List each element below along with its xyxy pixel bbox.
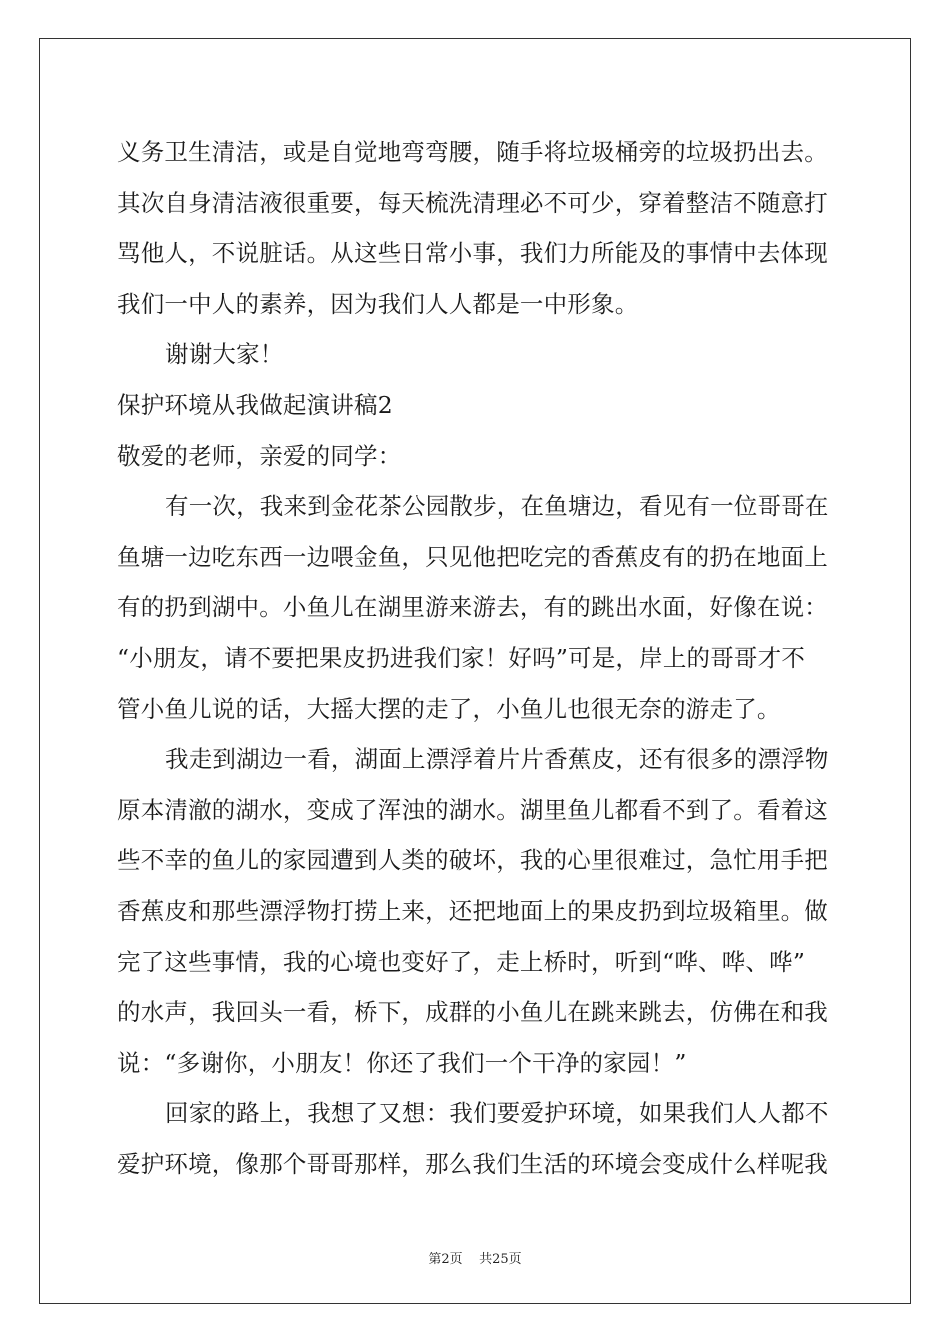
- text-line: 鱼塘一边吃东西一边喂金鱼，只见他把吃完的香蕉皮有的扔在地面上: [117, 542, 828, 571]
- text-line: 保护环境从我做起演讲稿2: [117, 390, 393, 419]
- text-line: 爱护环境，像那个哥哥那样，那么我们生活的环境会变成什么样呢我: [117, 1149, 828, 1178]
- text-line: 其次自身清洁液很重要，每天梳洗清理必不可少，穿着整洁不随意打: [117, 188, 828, 217]
- text-line: 香蕉皮和那些漂浮物打捞上来，还把地面上的果皮扔到垃圾箱里。做: [117, 896, 828, 925]
- text-line: 有一次，我来到金花茶公园散步，在鱼塘边，看见有一位哥哥在: [165, 492, 829, 521]
- text-line: 些不幸的鱼儿的家园遭到人类的破坏，我的心里很难过，急忙用手把: [117, 846, 828, 875]
- text-line: 管小鱼儿说的话，大摇大摆的走了，小鱼儿也很无奈的游走了。: [117, 694, 781, 723]
- document-body: [117, 127, 833, 1189]
- text-line: 义务卫生清洁，或是自觉地弯弯腰，随手将垃圾桶旁的垃圾扔出去。: [117, 138, 828, 166]
- text-line: 原本清澈的湖水，变成了浑浊的湖水。湖里鱼儿都看不到了。看着这: [117, 795, 828, 824]
- text-line: 我走到湖边一看，湖面上漂浮着片片香蕉皮，还有很多的漂浮物: [165, 745, 829, 774]
- text-line: 回家的路上，我想了又想：我们要爱护环境，如果我们人人都不: [165, 1099, 829, 1128]
- text-line: 完了这些事情，我的心境也变好了，走上桥时，听到“哗、哗、哗”: [117, 947, 806, 976]
- page-number: 第2页: [428, 1252, 463, 1267]
- text-line: “小朋友，请不要把果皮扔进我们家！好吗”可是，岸上的哥哥才不: [117, 643, 806, 672]
- text-line: 的水声，我回头一看，桥下，成群的小鱼儿在跳来跳去，仿佛在和我: [117, 998, 828, 1027]
- text-line: 有的扔到湖中。小鱼儿在湖里游来游去，有的跳出水面，好像在说：: [117, 593, 828, 622]
- text-line: 说：“多谢你，小朋友！你还了我们一个干净的家园！”: [117, 1048, 687, 1077]
- text-line: 我们一中人的素养，因为我们人人都是一中形象。: [117, 289, 639, 318]
- text-line: 谢谢大家！: [165, 340, 284, 369]
- page-footer: [0, 1248, 950, 1267]
- text-line: 骂他人，不说脏话。从这些日常小事，我们力所能及的事情中去体现: [117, 239, 828, 268]
- page-total: 共25页: [479, 1252, 522, 1267]
- text-line: 敬爱的老师，亲爱的同学：: [117, 441, 402, 470]
